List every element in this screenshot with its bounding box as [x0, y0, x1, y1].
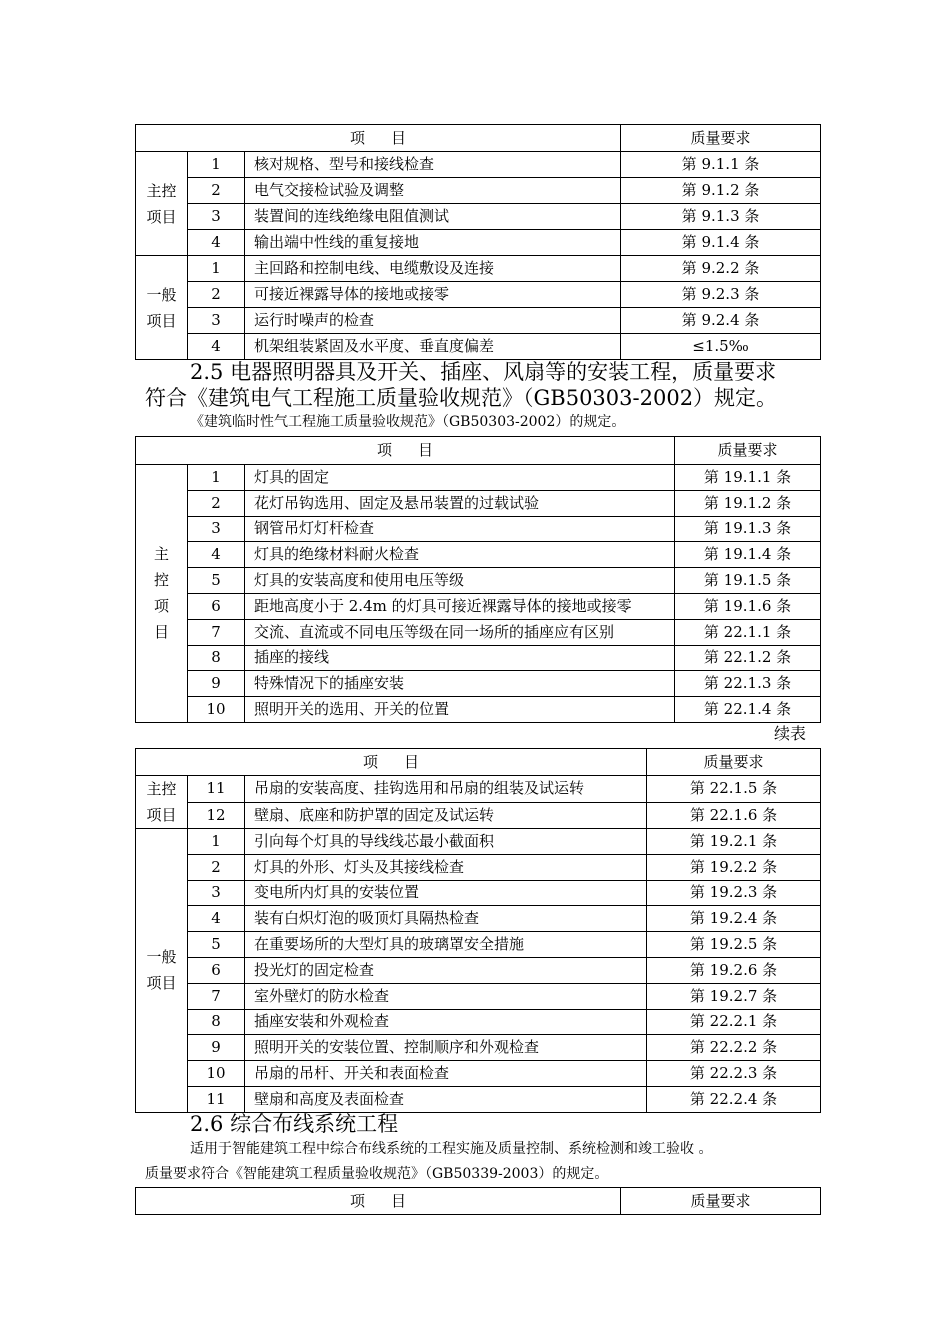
table-row: [136, 645, 821, 671]
row-item: 照明开关的安装位置、控制顺序和外观检查: [245, 1035, 647, 1061]
row-number: 7: [188, 619, 245, 645]
table-row: [136, 880, 821, 906]
column-header-item: 项目: [136, 437, 675, 465]
row-number: 4: [188, 230, 245, 256]
row-requirement: 第 19.1.5 条: [675, 568, 821, 594]
row-requirement: 第 22.2.2 条: [647, 1035, 821, 1061]
row-requirement: 第 22.1.6 条: [647, 802, 821, 829]
row-item: 壁扇和高度及表面检查: [245, 1086, 647, 1112]
row-requirement: 第 19.1.3 条: [675, 516, 821, 542]
row-requirement: 第 19.2.5 条: [647, 932, 821, 958]
row-item: 室外壁灯的防水检查: [245, 983, 647, 1009]
row-requirement: 第 22.1.2 条: [675, 645, 821, 671]
row-item: 机架组装紧固及水平度、垂直度偏差: [245, 334, 621, 360]
row-number: 11: [188, 776, 245, 803]
group-label-line: 项目: [146, 974, 177, 993]
row-number: 1: [188, 256, 245, 282]
table-row: [136, 178, 821, 204]
table-row: [136, 308, 821, 334]
row-requirement: 第 22.2.1 条: [647, 1009, 821, 1035]
row-item: 灯具的绝缘材料耐火检查: [245, 542, 675, 568]
table-row: [136, 465, 821, 491]
table-row: [136, 1061, 821, 1087]
row-item: 吊扇的安装高度、挂钩选用和吊扇的组装及试运转: [245, 776, 647, 803]
row-requirement: 第 9.2.4 条: [621, 308, 821, 334]
row-number: 10: [188, 697, 245, 723]
row-requirement: 第 22.2.4 条: [647, 1086, 821, 1112]
row-requirement: 第 9.2.2 条: [621, 256, 821, 282]
row-requirement: 第 9.1.4 条: [621, 230, 821, 256]
table-row: [136, 593, 821, 619]
group-label-line: 项目: [146, 207, 177, 226]
section-2-5-heading-line2: 符合《建筑电气工程施工质量验收规范》（GB50303-2002）规定。: [145, 386, 778, 410]
row-item: 电气交接检试验及调整: [245, 178, 621, 204]
row-requirement: 第 19.2.7 条: [647, 983, 821, 1009]
column-header-requirement: 质量要求: [621, 125, 821, 152]
group-label-line: 项: [153, 597, 169, 616]
table-row: [136, 776, 821, 803]
row-requirement: 第 19.1.2 条: [675, 490, 821, 516]
group-label: [136, 776, 188, 829]
row-requirement: 第 9.2.3 条: [621, 282, 821, 308]
group-label: [136, 829, 188, 1113]
group-label-line: 项目: [146, 806, 177, 824]
table-row: [136, 932, 821, 958]
section-2-6-heading: 2.6 综合布线系统工程: [190, 1112, 399, 1136]
row-item: 引向每个灯具的导线线芯最小截面积: [245, 829, 647, 855]
table-row: [136, 282, 821, 308]
row-number: 1: [188, 829, 245, 855]
table-row: [136, 906, 821, 932]
table-row: [136, 983, 821, 1009]
group-label: [136, 152, 188, 256]
table-row: [136, 204, 821, 230]
column-header-requirement: 质量要求: [647, 749, 821, 776]
table-row: [136, 957, 821, 983]
row-item: 主回路和控制电线、电缆敷设及连接: [245, 256, 621, 282]
row-requirement: 第 22.1.4 条: [675, 697, 821, 723]
column-header-item: 项目: [136, 1188, 621, 1215]
table-row: [136, 829, 821, 855]
table-row: [136, 802, 821, 829]
group-label: [136, 465, 188, 723]
row-requirement: 第 9.1.3 条: [621, 204, 821, 230]
table-row: [136, 671, 821, 697]
row-number: 9: [188, 1035, 245, 1061]
group-label-line: 主控: [146, 780, 177, 798]
group-label-line: 目: [153, 623, 169, 642]
row-requirement: 第 19.2.6 条: [647, 957, 821, 983]
row-item: 交流、直流或不同电压等级在同一场所的插座应有区别: [245, 619, 675, 645]
row-number: 6: [188, 593, 245, 619]
row-requirement: 第 22.1.1 条: [675, 619, 821, 645]
row-requirement: 第 9.1.1 条: [621, 152, 821, 178]
row-item: 投光灯的固定检查: [245, 957, 647, 983]
row-number: 5: [188, 932, 245, 958]
quality-table-lighting-main: [135, 436, 821, 723]
row-item: 装有白炽灯泡的吸顶灯具隔热检查: [245, 906, 647, 932]
row-number: 2: [188, 854, 245, 880]
row-number: 1: [188, 152, 245, 178]
row-requirement: 第 19.2.2 条: [647, 854, 821, 880]
row-number: 2: [188, 282, 245, 308]
row-number: 4: [188, 542, 245, 568]
table-row: [136, 334, 821, 360]
table-row: [136, 256, 821, 282]
row-number: 5: [188, 568, 245, 594]
row-item: 可接近裸露导体的接地或接零: [245, 282, 621, 308]
table-row: [136, 619, 821, 645]
row-item: 灯具的安装高度和使用电压等级: [245, 568, 675, 594]
row-requirement: 第 19.2.1 条: [647, 829, 821, 855]
row-number: 9: [188, 671, 245, 697]
row-item: 花灯吊钩选用、固定及悬吊装置的过载试验: [245, 490, 675, 516]
row-item: 运行时噪声的检查: [245, 308, 621, 334]
row-item: 距地高度小于 2.4m 的灯具可接近裸露导体的接地或接零: [245, 593, 675, 619]
table-row: [136, 854, 821, 880]
continued-label: 续表: [774, 724, 807, 743]
row-item: 照明开关的选用、开关的位置: [245, 697, 675, 723]
row-requirement: 第 19.2.3 条: [647, 880, 821, 906]
section-2-6-paragraph-line2: 质量要求符合《智能建筑工程质量验收规范》（GB50339-2003）的规定。: [145, 1166, 609, 1182]
group-label-line: 一般: [146, 948, 177, 967]
group-label-line: 一般: [146, 285, 177, 304]
row-number: 7: [188, 983, 245, 1009]
row-item: 吊扇的吊杆、开关和表面检查: [245, 1061, 647, 1087]
row-number: 12: [188, 802, 245, 829]
section-2-5-heading-line1: 2.5 电器照明器具及开关、插座、风扇等的安装工程，质量要求: [190, 360, 777, 384]
row-item: 特殊情况下的插座安装: [245, 671, 675, 697]
row-item: 在重要场所的大型灯具的玻璃罩安全措施: [245, 932, 647, 958]
column-header-item: 项目: [136, 749, 647, 776]
section-2-6-paragraph-line1: 适用于智能建筑工程中综合布线系统的工程实施及质量控制、系统检测和竣工验收 。: [190, 1141, 713, 1157]
table-row: [136, 1009, 821, 1035]
group-label-line: 主控: [146, 181, 177, 200]
row-number: 1: [188, 465, 245, 491]
row-number: 2: [188, 490, 245, 516]
row-requirement: 第 22.2.3 条: [647, 1061, 821, 1087]
table-row: [136, 1035, 821, 1061]
row-requirement: 第 22.1.5 条: [647, 776, 821, 803]
row-number: 10: [188, 1061, 245, 1087]
row-item: 钢管吊灯灯杆检查: [245, 516, 675, 542]
row-number: 3: [188, 880, 245, 906]
row-number: 3: [188, 308, 245, 334]
table-row: [136, 230, 821, 256]
quality-table-lighting-continued: [135, 748, 821, 1113]
row-item: 插座安装和外观检查: [245, 1009, 647, 1035]
row-number: 11: [188, 1086, 245, 1112]
row-requirement: 第 22.1.3 条: [675, 671, 821, 697]
row-requirement: 第 19.2.4 条: [647, 906, 821, 932]
row-number: 8: [188, 1009, 245, 1035]
group-label-line: 控: [153, 571, 169, 590]
row-item: 插座的接线: [245, 645, 675, 671]
table-row: [136, 516, 821, 542]
quality-table-transformer: [135, 124, 821, 360]
section-2-5-note: 《建筑临时性气工程施工质量验收规范》（GB50303-2002）的规定。: [190, 414, 626, 430]
column-header-requirement: 质量要求: [621, 1188, 821, 1215]
table-row: [136, 568, 821, 594]
row-item: 灯具的外形、灯头及其接线检查: [245, 854, 647, 880]
column-header-item: 项目: [136, 125, 621, 152]
row-requirement: 第 19.1.6 条: [675, 593, 821, 619]
row-number: 4: [188, 334, 245, 360]
row-item: 装置间的连线绝缘电阻值测试: [245, 204, 621, 230]
quality-table-cabling: [135, 1187, 821, 1215]
row-number: 6: [188, 957, 245, 983]
row-item: 输出端中性线的重复接地: [245, 230, 621, 256]
row-number: 4: [188, 906, 245, 932]
group-label: [136, 256, 188, 360]
row-number: 3: [188, 516, 245, 542]
column-header-requirement: 质量要求: [675, 437, 821, 465]
table-row: [136, 697, 821, 723]
row-item: 灯具的固定: [245, 465, 675, 491]
row-item: 变电所内灯具的安装位置: [245, 880, 647, 906]
row-item: 核对规格、型号和接线检查: [245, 152, 621, 178]
row-requirement: 第 9.1.2 条: [621, 178, 821, 204]
row-requirement: 第 19.1.1 条: [675, 465, 821, 491]
row-number: 8: [188, 645, 245, 671]
table-row: [136, 1086, 821, 1112]
table-row: [136, 542, 821, 568]
group-label-line: 项目: [146, 311, 177, 330]
row-number: 3: [188, 204, 245, 230]
row-requirement: 第 19.1.4 条: [675, 542, 821, 568]
row-requirement: ≤1.5‰: [621, 334, 821, 360]
row-item: 壁扇、底座和防护罩的固定及试运转: [245, 802, 647, 829]
table-row: [136, 152, 821, 178]
group-label-line: 主: [153, 545, 169, 564]
row-number: 2: [188, 178, 245, 204]
table-row: [136, 490, 821, 516]
